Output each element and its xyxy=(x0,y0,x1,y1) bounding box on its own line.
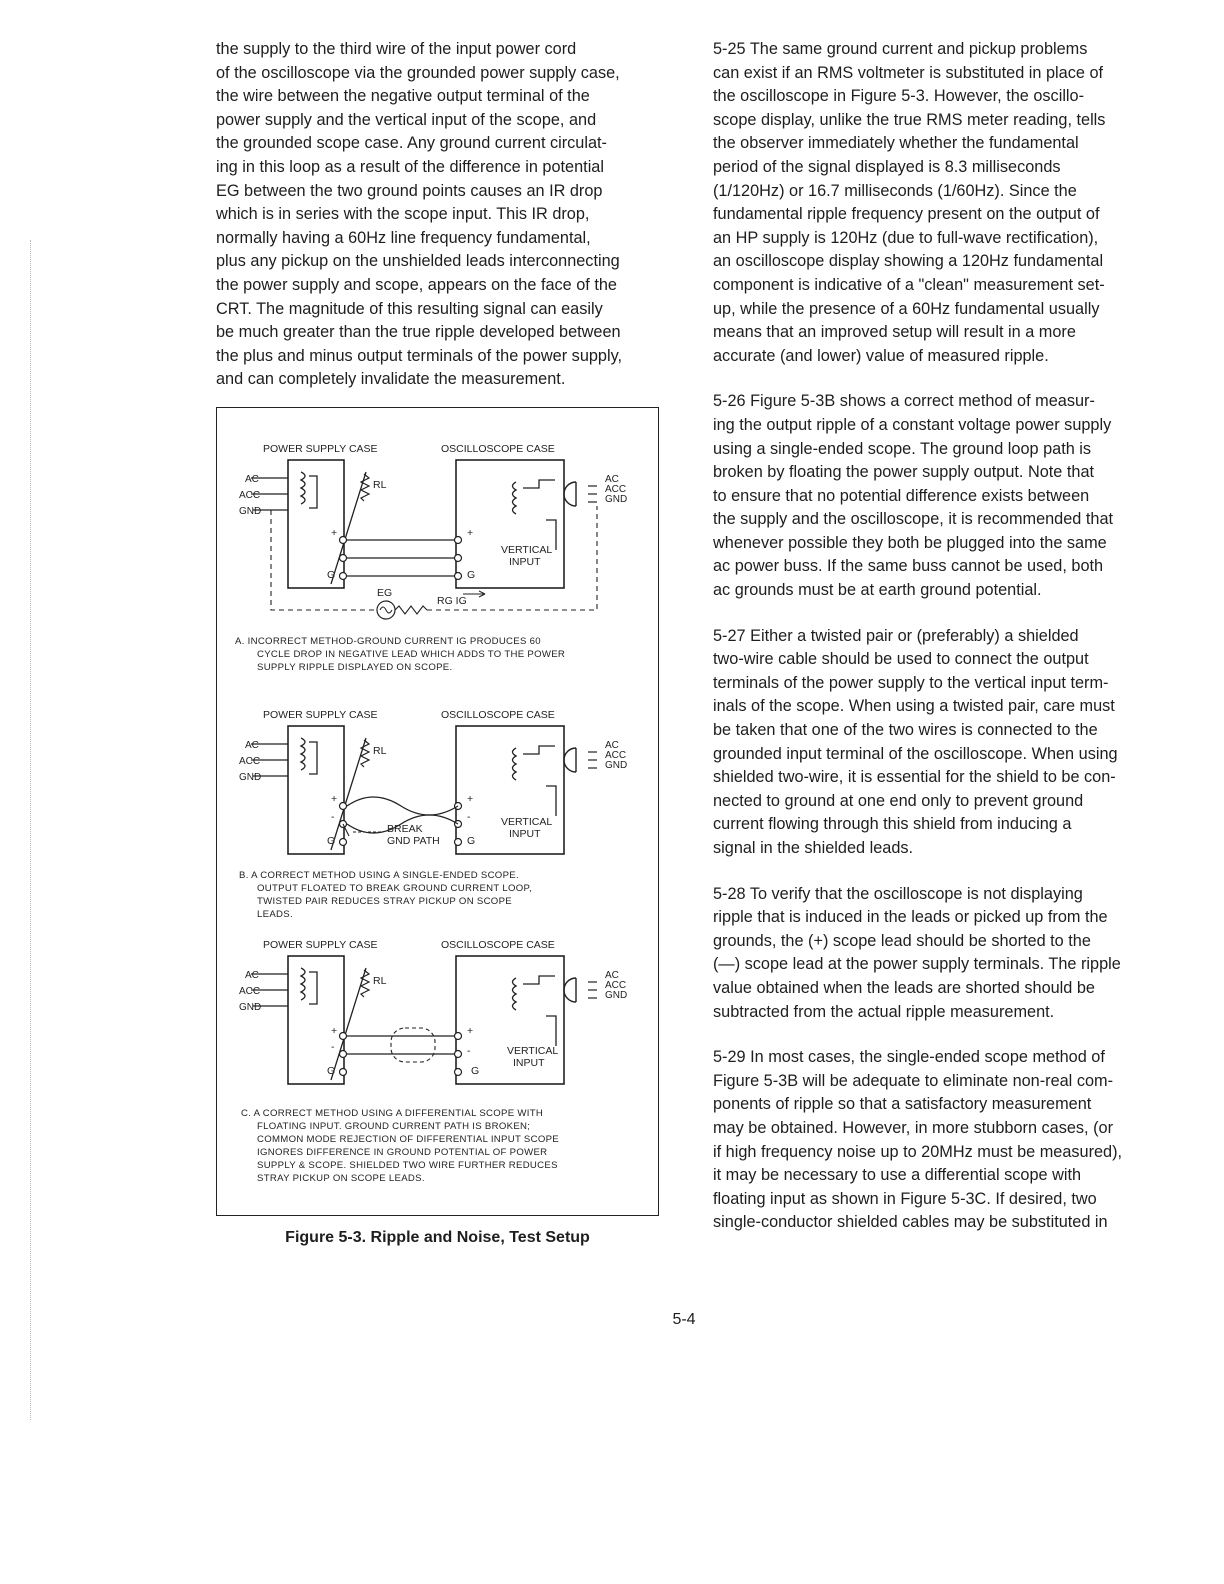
label-power-supply-case: POWER SUPPLY CASE xyxy=(263,939,378,951)
scope-terminal-acc: ACC xyxy=(605,750,627,761)
label-minus: - xyxy=(331,1041,335,1053)
text-line: the supply and the oscilloscope, it is recommended that xyxy=(713,510,1114,529)
text-line: the grounded scope case. Any ground current circulat- xyxy=(216,134,607,153)
paragraph-5-29 xyxy=(713,1046,1157,1235)
terminal-gnd: GND xyxy=(239,506,262,517)
caption-c-line: SUPPLY & SCOPE. SHIELDED TWO WIRE FURTHER REDUCES xyxy=(257,1160,558,1171)
label-gnd-path: GND PATH xyxy=(387,835,440,847)
text-line: (1/120Hz) or 16.7 milliseconds (1/60Hz). Since the xyxy=(713,181,1077,200)
text-line: 5-29 In most cases, the single-ended scope method of xyxy=(713,1048,1105,1067)
figure-caption: Figure 5-3. Ripple and Noise, Test Setup xyxy=(285,1229,590,1246)
text-line: normally having a 60Hz line frequency fundamental, xyxy=(216,228,591,247)
label-plus: + xyxy=(331,793,338,805)
label-g: G xyxy=(327,835,336,847)
terminal-ac: AC xyxy=(245,740,259,751)
caption-c-line: C. A CORRECT METHOD USING A DIFFERENTIAL SCOPE WITH xyxy=(241,1108,544,1119)
label-rl: RL xyxy=(373,975,387,987)
text-line: ripple that is induced in the leads or picked up from the xyxy=(713,908,1108,927)
label-vertical: VERTICAL xyxy=(507,1045,559,1057)
label-plus: + xyxy=(331,1025,338,1037)
scope-terminal-ac: AC xyxy=(605,740,619,751)
text-line: ac power buss. If the same buss cannot be used, both xyxy=(713,557,1104,576)
label-oscilloscope-case: OSCILLOSCOPE CASE xyxy=(441,939,555,951)
text-line: and can completely invalidate the measurement. xyxy=(216,370,566,389)
text-line: be taken that one of the two wires is connected to the xyxy=(713,721,1098,740)
text-line: single-conductor shielded cables may be substituted in xyxy=(713,1213,1108,1232)
label-plus: + xyxy=(467,793,474,805)
label-rl: RL xyxy=(373,479,387,491)
text-line: 5-25 The same ground current and pickup problems xyxy=(713,40,1088,58)
text-line: it may be necessary to use a differential scope with xyxy=(713,1166,1082,1185)
text-line: EG between the two ground points causes an IR drop xyxy=(216,181,603,200)
scan-margin-mark xyxy=(30,240,32,1420)
text-line: of the oscilloscope via the grounded power supply case, xyxy=(216,63,620,82)
text-line: up, while the presence of a 60Hz fundamental usually xyxy=(713,299,1100,318)
label-input: INPUT xyxy=(513,1057,545,1069)
caption-b-line: TWISTED PAIR REDUCES STRAY PICKUP ON SCOPE xyxy=(257,896,512,907)
label-break: BREAK xyxy=(387,823,423,835)
scope-terminal-gnd: GND xyxy=(605,494,628,505)
ripple-noise-test-setup-diagram xyxy=(231,422,643,1202)
text-line: 5-28 To verify that the oscilloscope is not displaying xyxy=(713,884,1083,903)
label-minus: - xyxy=(331,811,335,823)
text-line: value obtained when the leads are shorted should be xyxy=(713,978,1095,997)
panel-c-differential-scope xyxy=(239,939,627,1184)
text-line: CRT. The magnitude of this resulting signal can easily xyxy=(216,299,603,318)
label-g: G xyxy=(467,569,476,581)
label-power-supply-case: POWER SUPPLY CASE xyxy=(263,709,378,721)
label-eg: EG xyxy=(377,587,393,599)
text-line: grounds, the (+) scope lead should be shorted to the xyxy=(713,931,1091,950)
text-line: scope display, unlike the true RMS meter reading, tells xyxy=(713,110,1106,129)
label-power-supply-case: POWER SUPPLY CASE xyxy=(263,443,378,455)
text-line: shielded two-wire, it is essential for the shield to be con- xyxy=(713,768,1116,787)
text-line: ponents of ripple so that a satisfactory measurement xyxy=(713,1095,1092,1114)
scope-terminal-ac: AC xyxy=(605,474,619,485)
label-input: INPUT xyxy=(509,556,541,568)
caption-b-line: LEADS. xyxy=(257,909,293,920)
text-line: may be obtained. However, in more stubborn cases, (or xyxy=(713,1118,1113,1137)
text-line: (—) scope lead at the power supply terminals. The ripple xyxy=(713,955,1121,974)
label-vertical: VERTICAL xyxy=(501,816,553,828)
text-line: 5-27 Either a twisted pair or (preferably) a shielded xyxy=(713,626,1079,645)
text-line: 5-26 Figure 5-3B shows a correct method of measur- xyxy=(713,392,1095,411)
text-line: nected to ground at one end only to prevent ground xyxy=(713,791,1084,810)
paragraph-5-25 xyxy=(713,38,1157,368)
page-number: 5-4 xyxy=(672,1311,696,1328)
caption-b-line: OUTPUT FLOATED TO BREAK GROUND CURRENT LOOP, xyxy=(257,883,532,894)
scope-terminal-acc: ACC xyxy=(605,484,627,495)
text-line: Figure 5-3B will be adequate to eliminate non-real com- xyxy=(713,1071,1114,1090)
paragraph-5-27 xyxy=(713,625,1157,861)
label-g: G xyxy=(327,569,336,581)
label-minus: - xyxy=(467,1045,471,1057)
text-line: an HP supply is 120Hz (due to full-wave rectification), xyxy=(713,228,1099,247)
label-oscilloscope-case: OSCILLOSCOPE CASE xyxy=(441,443,555,455)
text-line: broken by floating the power supply output. Note that xyxy=(713,463,1095,482)
text-line: the wire between the negative output terminal of the xyxy=(216,87,590,106)
caption-a-line: A. INCORRECT METHOD-GROUND CURRENT IG PRODUCES 60 xyxy=(235,636,541,647)
scope-terminal-gnd: GND xyxy=(605,760,628,771)
text-line: can exist if an RMS voltmeter is substituted in place of xyxy=(713,63,1104,82)
terminal-gnd: GND xyxy=(239,772,262,783)
left-column xyxy=(216,38,668,392)
text-line: an oscilloscope display showing a 120Hz fundamental xyxy=(713,252,1104,271)
text-line: the power supply and scope, appears on the face of the xyxy=(216,275,617,294)
text-line: current flowing through this shield from inducing a xyxy=(713,815,1072,834)
paragraph-5-26 xyxy=(713,390,1157,602)
text-line: subtracted from the actual ripple measurement. xyxy=(713,1002,1055,1021)
right-column xyxy=(713,38,1157,1257)
label-input: INPUT xyxy=(509,828,541,840)
terminal-gnd: GND xyxy=(239,1002,262,1013)
terminal-acc: ACC xyxy=(239,756,261,767)
text-line: component is indicative of a "clean" measurement set- xyxy=(713,275,1105,294)
label-g: G xyxy=(467,835,476,847)
label-plus: + xyxy=(331,527,338,539)
text-line: inals of the scope. When using a twisted pair, care must xyxy=(713,697,1115,716)
scope-terminal-gnd: GND xyxy=(605,990,628,1001)
label-oscilloscope-case: OSCILLOSCOPE CASE xyxy=(441,709,555,721)
text-line: the observer immediately whether the fundamental xyxy=(713,134,1079,153)
caption-c-line: COMMON MODE REJECTION OF DIFFERENTIAL INPUT SCOPE xyxy=(257,1134,559,1145)
text-line: the oscilloscope in Figure 5-3. However, the oscillo- xyxy=(713,87,1085,106)
scope-terminal-acc: ACC xyxy=(605,980,627,991)
text-line: power supply and the vertical input of the scope, and xyxy=(216,110,597,129)
text-line: signal in the shielded leads. xyxy=(713,839,914,857)
label-vertical: VERTICAL xyxy=(501,544,553,556)
text-line: which is in series with the scope input. This IR drop, xyxy=(216,205,590,224)
label-rg-ig: RG IG xyxy=(437,595,467,607)
text-line: plus any pickup on the unshielded leads interconnecting xyxy=(216,252,620,271)
text-line: the plus and minus output terminals of the power supply, xyxy=(216,346,623,365)
caption-c-line: IGNORES DIFFERENCE IN GROUND POTENTIAL OF POWER xyxy=(257,1147,548,1158)
caption-c-line: FLOATING INPUT. GROUND CURRENT PATH IS BROKEN; xyxy=(257,1121,531,1132)
text-line: accurate (and lower) value of measured ripple. xyxy=(713,346,1049,365)
caption-a-line: CYCLE DROP IN NEGATIVE LEAD WHICH ADDS TO THE POWER xyxy=(257,649,566,660)
text-line: two-wire cable should be used to connect the output xyxy=(713,650,1089,669)
panel-a-incorrect-method xyxy=(235,443,627,673)
text-line: floating input as shown in Figure 5-3C. If desired, two xyxy=(713,1189,1097,1208)
text-line: ac grounds must be at earth ground potential. xyxy=(713,581,1042,600)
text-line: ing in this loop as a result of the difference in potential xyxy=(216,157,604,176)
text-line: period of the signal displayed is 8.3 milliseconds xyxy=(713,157,1061,176)
label-g: G xyxy=(327,1065,336,1077)
scope-terminal-ac: AC xyxy=(605,970,619,981)
caption-c-line: STRAY PICKUP ON SCOPE LEADS. xyxy=(257,1173,425,1184)
text-line: ing the output ripple of a constant voltage power supply xyxy=(713,415,1112,434)
terminal-ac: AC xyxy=(245,970,259,981)
label-plus: + xyxy=(467,1025,474,1037)
label-rl: RL xyxy=(373,745,387,757)
text-line: means that an improved setup will result in a more xyxy=(713,323,1076,342)
caption-b-line: B. A CORRECT METHOD USING A SINGLE-ENDED SCOPE. xyxy=(239,870,519,881)
terminal-ac: AC xyxy=(245,474,259,485)
text-line: grounded input terminal of the oscilloscope. When using xyxy=(713,744,1118,763)
text-line: using a single-ended scope. The ground loop path is xyxy=(713,439,1092,458)
paragraph-5-28 xyxy=(713,883,1157,1025)
panel-b-single-ended-scope xyxy=(239,709,627,920)
text-line: if high frequency noise up to 20MHz must be measured), xyxy=(713,1142,1123,1161)
label-g: G xyxy=(471,1065,480,1077)
terminal-acc: ACC xyxy=(239,490,261,501)
text-line: be much greater than the true ripple developed between xyxy=(216,323,621,342)
label-minus: - xyxy=(467,811,471,823)
text-line: whenever possible they both be plugged into the same xyxy=(713,533,1107,552)
text-line: the supply to the third wire of the input power cord xyxy=(216,40,577,58)
terminal-acc: ACC xyxy=(239,986,261,997)
left-paragraph xyxy=(216,38,668,392)
text-line: terminals of the power supply to the vertical input term- xyxy=(713,673,1109,692)
caption-a-line: SUPPLY RIPPLE DISPLAYED ON SCOPE. xyxy=(257,662,453,673)
text-line: to ensure that no potential difference exists between xyxy=(713,486,1090,505)
label-plus: + xyxy=(467,527,474,539)
text-line: fundamental ripple frequency present on the output of xyxy=(713,205,1100,224)
